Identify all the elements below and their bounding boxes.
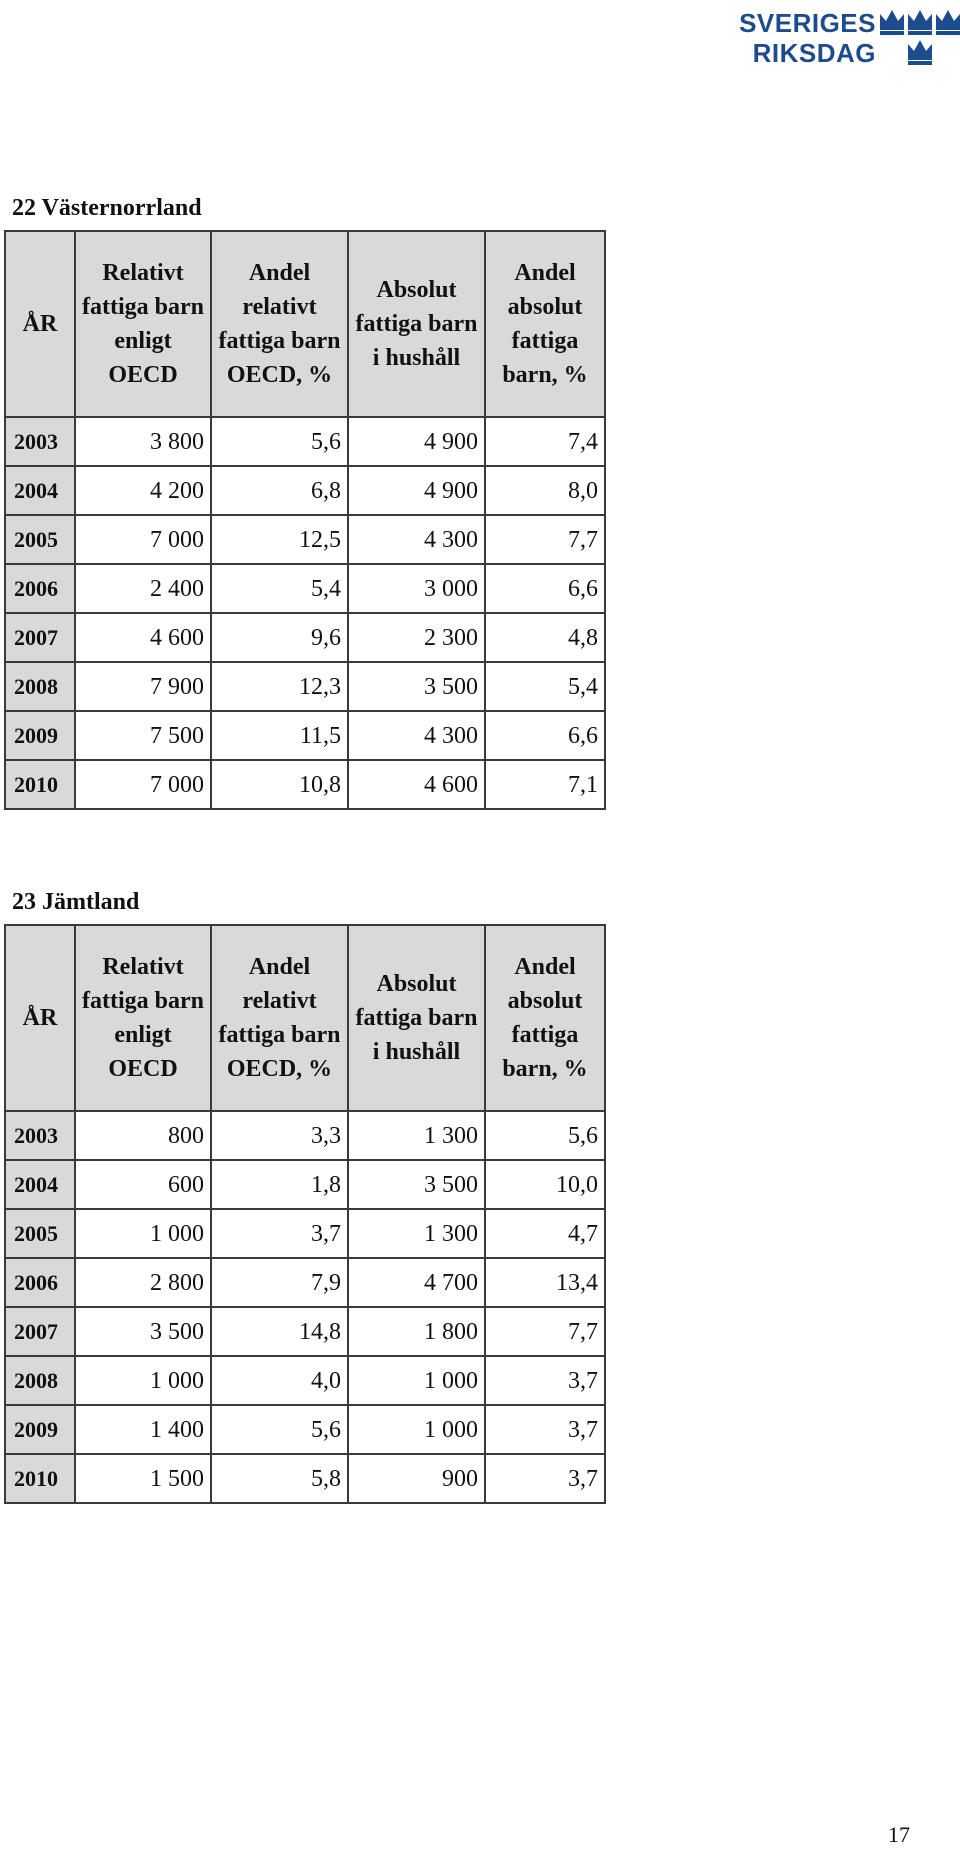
cell: 5,6 (211, 1405, 348, 1454)
header-absolute-share: Andel absolut fattiga barn, % (485, 231, 605, 417)
cell: 1 800 (348, 1307, 485, 1356)
cell: 900 (348, 1454, 485, 1503)
cell: 7,7 (485, 515, 605, 564)
year-cell: 2006 (5, 564, 75, 613)
page-number: 17 (888, 1822, 910, 1847)
cell: 11,5 (211, 711, 348, 760)
section-title-vasternorrland: 22 Västernorrland (12, 195, 202, 221)
cell: 1 000 (75, 1356, 211, 1405)
cell: 1 000 (348, 1405, 485, 1454)
cell: 4 600 (348, 760, 485, 809)
cell: 4 900 (348, 417, 485, 466)
cell: 3 500 (75, 1307, 211, 1356)
cell: 3,7 (485, 1356, 605, 1405)
table-row (5, 515, 605, 564)
table-jamtland (4, 924, 606, 1504)
section-title-jamtland: 23 Jämtland (12, 889, 140, 915)
table-row (5, 417, 605, 466)
cell: 7,7 (485, 1307, 605, 1356)
year-cell: 2005 (5, 515, 75, 564)
cell: 5,6 (485, 1111, 605, 1160)
table-row (5, 1356, 605, 1405)
cell: 7,4 (485, 417, 605, 466)
logo-line-2: RIKSDAG (752, 38, 876, 68)
table-row (5, 613, 605, 662)
year-cell: 2003 (5, 417, 75, 466)
cell: 3,7 (211, 1209, 348, 1258)
year-cell: 2007 (5, 613, 75, 662)
cell: 8,0 (485, 466, 605, 515)
header-year: ÅR (5, 231, 75, 417)
cell: 2 800 (75, 1258, 211, 1307)
table-row (5, 1454, 605, 1503)
cell: 7,9 (211, 1258, 348, 1307)
year-cell: 2008 (5, 1356, 75, 1405)
cell: 4,7 (485, 1209, 605, 1258)
year-cell: 2006 (5, 1258, 75, 1307)
table-row (5, 564, 605, 613)
header-relative-share: Andel relativt fattiga barn OECD, % (211, 925, 348, 1111)
cell: 600 (75, 1160, 211, 1209)
cell: 3 800 (75, 417, 211, 466)
table-row (5, 466, 605, 515)
cell: 3,3 (211, 1111, 348, 1160)
cell: 2 400 (75, 564, 211, 613)
cell: 800 (75, 1111, 211, 1160)
cell: 3,7 (485, 1405, 605, 1454)
header-row (5, 925, 605, 1111)
header-row (5, 231, 605, 417)
cell: 3,7 (485, 1454, 605, 1503)
cell: 10,0 (485, 1160, 605, 1209)
cell: 1 000 (75, 1209, 211, 1258)
logo-line-1: SVERIGES (739, 8, 876, 38)
year-cell: 2005 (5, 1209, 75, 1258)
year-cell: 2010 (5, 1454, 75, 1503)
year-cell: 2004 (5, 466, 75, 515)
header-absolute-poor: Absolut fattiga barn i hushåll (348, 231, 485, 417)
riksdag-logo (726, 4, 960, 66)
year-cell: 2007 (5, 1307, 75, 1356)
cell: 3 500 (348, 1160, 485, 1209)
year-cell: 2003 (5, 1111, 75, 1160)
header-relative-poor: Relativt fattiga barn enligt OECD (75, 231, 211, 417)
cell: 7 000 (75, 515, 211, 564)
header-absolute-poor: Absolut fattiga barn i hushåll (348, 925, 485, 1111)
cell: 4 200 (75, 466, 211, 515)
cell: 7,1 (485, 760, 605, 809)
header-absolute-share: Andel absolut fattiga barn, % (485, 925, 605, 1111)
cell: 6,6 (485, 711, 605, 760)
cell: 2 300 (348, 613, 485, 662)
year-cell: 2009 (5, 1405, 75, 1454)
table-row (5, 1405, 605, 1454)
cell: 1 500 (75, 1454, 211, 1503)
table-row (5, 1209, 605, 1258)
cell: 9,6 (211, 613, 348, 662)
cell: 4 700 (348, 1258, 485, 1307)
cell: 3 500 (348, 662, 485, 711)
cell: 1 000 (348, 1356, 485, 1405)
cell: 4,8 (485, 613, 605, 662)
cell: 6,6 (485, 564, 605, 613)
year-cell: 2009 (5, 711, 75, 760)
cell: 7 000 (75, 760, 211, 809)
cell: 10,8 (211, 760, 348, 809)
cell: 4 300 (348, 711, 485, 760)
year-cell: 2008 (5, 662, 75, 711)
cell: 12,5 (211, 515, 348, 564)
cell: 13,4 (485, 1258, 605, 1307)
table-row (5, 1307, 605, 1356)
cell: 5,4 (211, 564, 348, 613)
cell: 4 300 (348, 515, 485, 564)
cell: 1,8 (211, 1160, 348, 1209)
cell: 3 000 (348, 564, 485, 613)
table-row (5, 711, 605, 760)
cell: 12,3 (211, 662, 348, 711)
cell: 4 600 (75, 613, 211, 662)
cell: 14,8 (211, 1307, 348, 1356)
cell: 1 300 (348, 1209, 485, 1258)
cell: 5,8 (211, 1454, 348, 1503)
year-cell: 2010 (5, 760, 75, 809)
cell: 7 500 (75, 711, 211, 760)
cell: 6,8 (211, 466, 348, 515)
cell: 4 900 (348, 466, 485, 515)
cell: 1 300 (348, 1111, 485, 1160)
header-relative-share: Andel relativt fattiga barn OECD, % (211, 231, 348, 417)
three-crowns-icon (878, 6, 960, 68)
table-row (5, 1111, 605, 1160)
table-row (5, 662, 605, 711)
year-cell: 2004 (5, 1160, 75, 1209)
cell: 7 900 (75, 662, 211, 711)
table-vasternorrland (4, 230, 606, 810)
header-year: ÅR (5, 925, 75, 1111)
header-relative-poor: Relativt fattiga barn enligt OECD (75, 925, 211, 1111)
cell: 5,6 (211, 417, 348, 466)
table-row (5, 1160, 605, 1209)
cell: 4,0 (211, 1356, 348, 1405)
table-row (5, 760, 605, 809)
table-row (5, 1258, 605, 1307)
cell: 1 400 (75, 1405, 211, 1454)
cell: 5,4 (485, 662, 605, 711)
